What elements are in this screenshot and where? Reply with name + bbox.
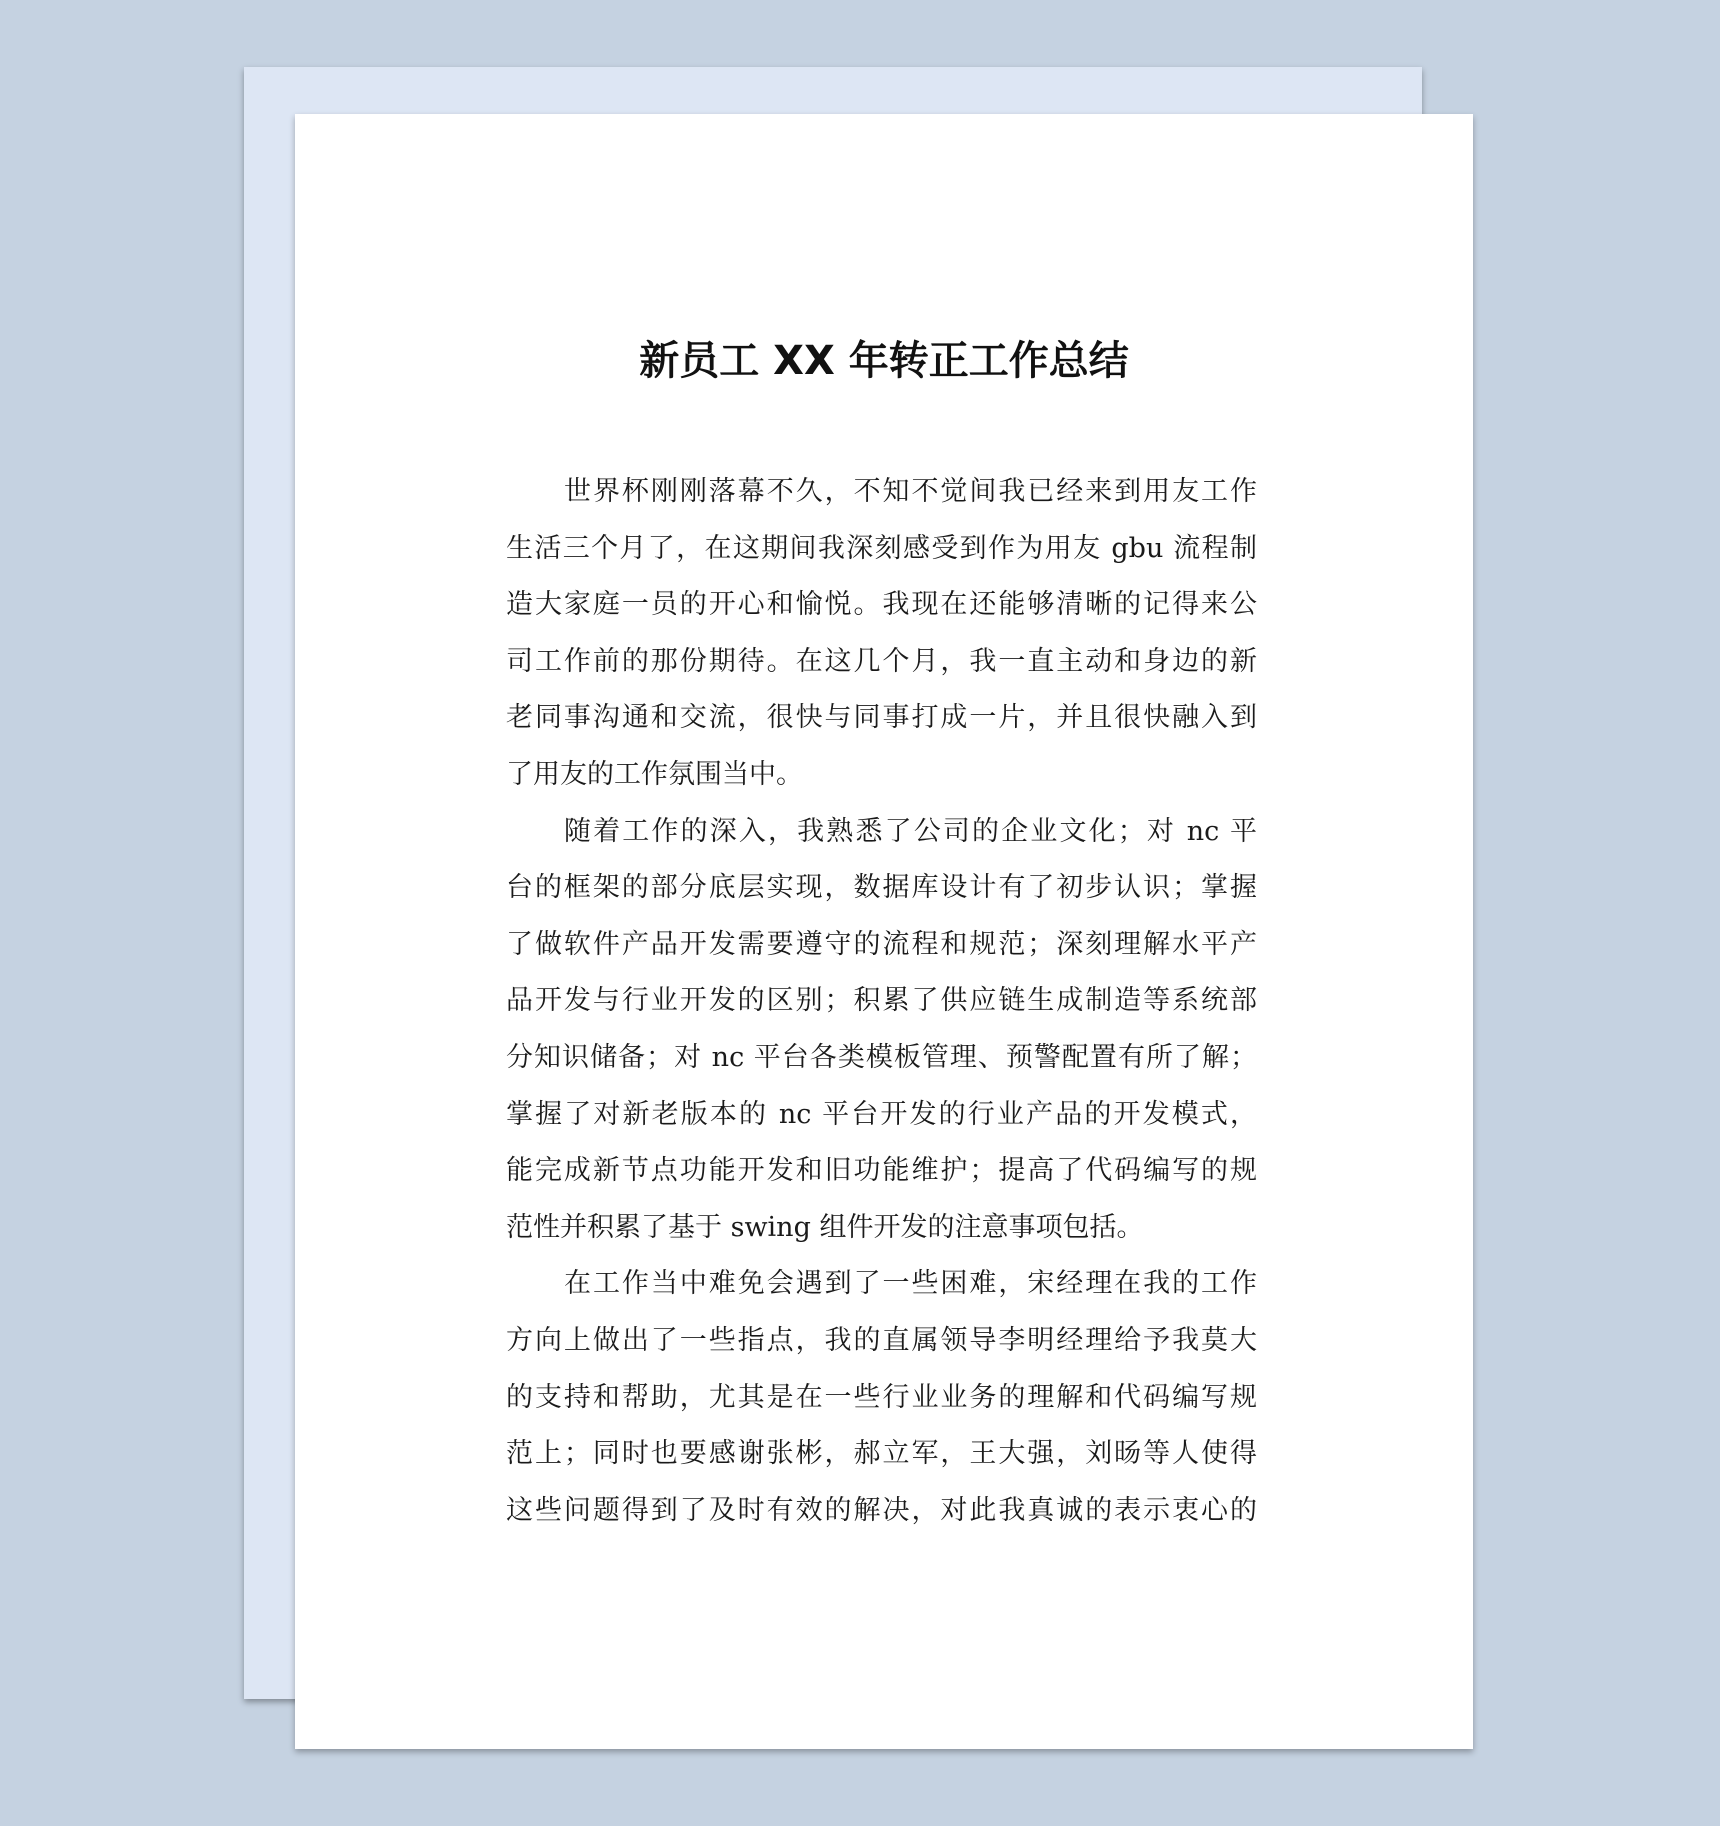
document-body [506, 464, 1257, 1539]
paragraph-2-line-1: 随着工作的深入，我熟悉了公司的企业文化；对 nc 平 [564, 815, 1257, 847]
paragraph-1-line-2: 生活三个月了，在这期间我深刻感受到作为用友 gbu 流程制 [506, 532, 1257, 564]
paragraph-3-line-1: 在工作当中难免会遇到了一些困难，宋经理在我的工作 [564, 1268, 1257, 1300]
paragraph-2-line-5: 分知识储备；对 nc 平台各类模板管理、预警配置有所了解； [506, 1041, 1257, 1073]
document-page [295, 114, 1473, 1749]
paragraph-2-line-8: 范性并积累了基于 swing 组件开发的注意事项包括。 [506, 1211, 1144, 1243]
paragraph-1-line-4: 司工作前的那份期待。在这几个月，我一直主动和身边的新 [506, 645, 1257, 677]
paragraph-2-line-2: 台的框架的部分底层实现，数据库设计有了初步认识；掌握 [506, 872, 1257, 904]
paragraph-2-line-7: 能完成新节点功能开发和旧功能维护；提高了代码编写的规 [506, 1155, 1257, 1187]
paragraph-2-line-3: 了做软件产品开发需要遵守的流程和规范；深刻理解水平产 [506, 928, 1257, 960]
paragraph-1-line-3: 造大家庭一员的开心和愉悦。我现在还能够清晰的记得来公 [506, 589, 1257, 621]
paragraph-2-line-4: 品开发与行业开发的区别；积累了供应链生成制造等系统部 [506, 985, 1257, 1017]
paragraph-3-line-5: 这些问题得到了及时有效的解决，对此我真诚的表示衷心的 [506, 1494, 1257, 1526]
paragraph-3-line-2: 方向上做出了一些指点，我的直属领导李明经理给予我莫大 [506, 1324, 1257, 1356]
document-title: 新员工 XX 年转正工作总结 [639, 338, 1129, 384]
paragraph-3-line-4: 范上；同时也要感谢张彬，郝立军，王大强，刘旸等人使得 [506, 1438, 1257, 1470]
paragraph-2-line-6: 掌握了对新老版本的 nc 平台开发的行业产品的开发模式， [506, 1098, 1257, 1130]
paragraph-1-line-6: 了用友的工作氛围当中。 [506, 758, 803, 790]
paragraph-3-line-3: 的支持和帮助，尤其是在一些行业业务的理解和代码编写规 [506, 1381, 1257, 1413]
paragraph-1-line-1: 世界杯刚刚落幕不久，不知不觉间我已经来到用友工作 [564, 476, 1257, 507]
paragraph-1-line-5: 老同事沟通和交流，很快与同事打成一片，并且很快融入到 [506, 702, 1257, 734]
